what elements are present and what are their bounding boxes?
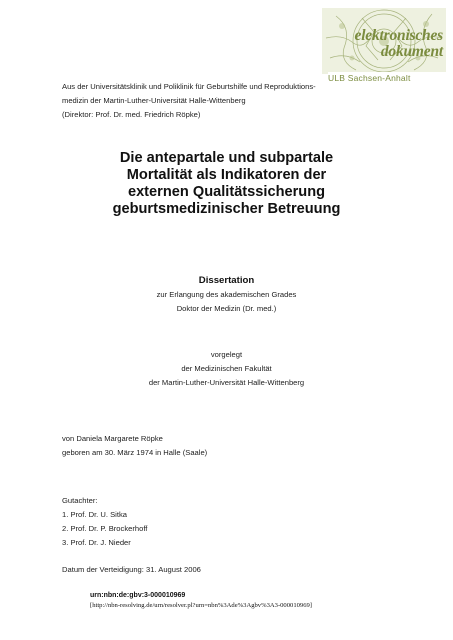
author-birth: geboren am 30. März 1974 in Halle (Saale) <box>62 448 208 457</box>
reviewer-item: 1. Prof. Dr. U. Sitka <box>62 510 127 519</box>
submission-block <box>0 348 453 390</box>
affiliation-line-2: medizin der Martin-Luther-Universität Halle-Wittenberg <box>62 96 246 105</box>
logo-wordmark <box>355 28 443 60</box>
affiliation <box>62 80 402 122</box>
logo-caption: ULB Sachsen-Anhalt <box>328 72 446 84</box>
degree-name: Doktor der Medizin (Dr. med.) <box>176 304 277 313</box>
resolver-link[interactable]: [http://nbn-resolving.de/urn/resolver.pl?urn=nbn%3Ade%3Agbv%3A3-000010969] <box>90 602 313 609</box>
ulb-logo <box>322 8 446 86</box>
affiliation-line-1: Aus der Universitätsklinik und Poliklinik für Geburtshilfe und Reproduktions- <box>62 82 316 91</box>
title-line-4: geburtsmedizinischer Betreuung <box>112 201 341 217</box>
title-line-3: externen Qualitätssicherung <box>127 184 326 200</box>
reviewer-item: 2. Prof. Dr. P. Brockerhoff <box>62 524 148 533</box>
thesis-title <box>0 150 453 218</box>
urn-identifier: urn:nbn:de:gbv:3-000010969 <box>90 592 186 599</box>
title-line-2: Mortalität als Indikatoren der <box>126 167 327 183</box>
reviewers-block <box>62 494 147 550</box>
reviewers-heading: Gutachter: <box>62 496 98 505</box>
logo-line-2: dokument <box>380 43 443 60</box>
submission-line-1: vorgelegt <box>210 350 243 359</box>
title-line-1: Die antepartale und subpartale <box>119 150 334 166</box>
author-name: von Daniela Margarete Röpke <box>62 434 163 443</box>
degree-purpose: zur Erlangung des akademischen Grades <box>156 290 297 299</box>
dissertation-label: Dissertation <box>198 275 255 286</box>
author-block <box>62 432 207 460</box>
reviewer-item: 3. Prof. Dr. J. Nieder <box>62 538 131 547</box>
logo-line-1: elektronisches <box>354 27 443 44</box>
dissertation-block <box>0 274 453 316</box>
submission-line-3: der Martin-Luther-Universität Halle-Wittenberg <box>148 378 305 387</box>
affiliation-director: (Direktor: Prof. Dr. med. Friedrich Röpke) <box>62 110 201 119</box>
submission-line-2: der Medizinischen Fakultät <box>181 364 272 373</box>
defense-date: Datum der Verteidigung: 31. August 2006 <box>62 565 201 574</box>
